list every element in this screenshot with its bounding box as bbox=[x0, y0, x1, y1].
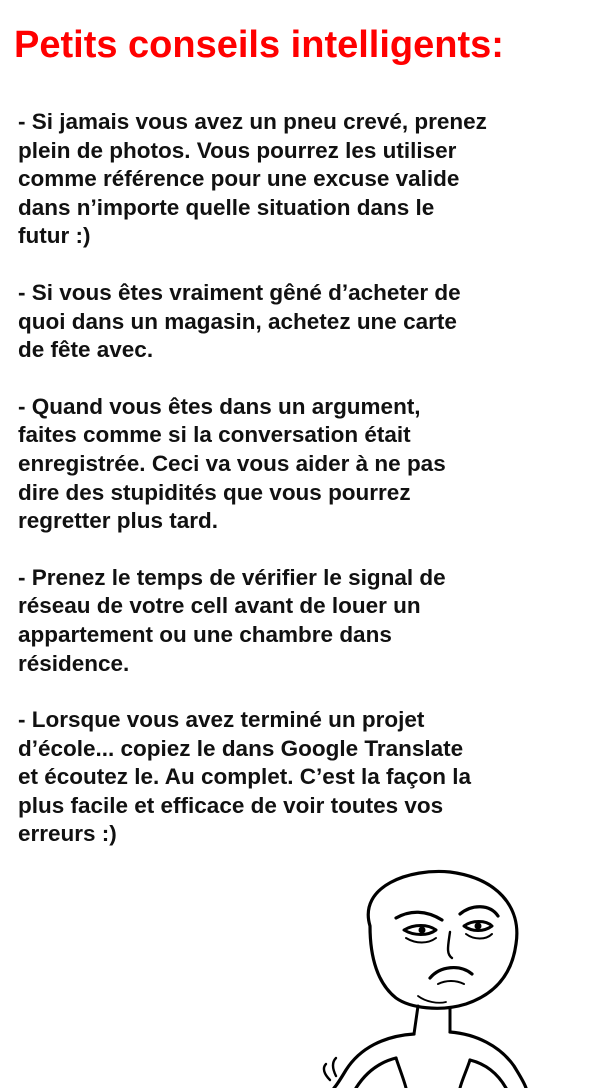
tip-item bbox=[18, 279, 594, 365]
tip-line: résidence. bbox=[18, 650, 130, 676]
tip-line: - Prenez le temps de vérifier le signal de bbox=[18, 564, 446, 590]
page-title: Petits conseils intelligents: bbox=[14, 24, 504, 66]
tip-line: et écoutez le. Au complet. C’est la façon la bbox=[18, 764, 472, 790]
face-nose bbox=[448, 932, 452, 958]
tip-line: plus facile et efficace de voir toutes vos bbox=[18, 792, 444, 818]
figure-neck bbox=[414, 1006, 418, 1034]
figure-torso bbox=[396, 1058, 406, 1088]
tip-line: dans n’importe quelle situation dans le bbox=[18, 194, 435, 220]
tip-line: de fête avec. bbox=[18, 337, 154, 363]
tip-item bbox=[18, 108, 594, 251]
tip-line: - Si vous êtes vraiment gêné d’acheter de bbox=[18, 279, 461, 305]
tip-line: comme référence pour une excuse valide bbox=[18, 166, 460, 192]
tip-item bbox=[18, 393, 594, 536]
face-right-eyebrow bbox=[460, 907, 498, 916]
tip-item bbox=[18, 564, 594, 678]
tips-list bbox=[18, 108, 594, 877]
tip-line: quoi dans un magasin, achetez une carte bbox=[18, 308, 457, 334]
tip-line: réseau de votre cell avant de louer un bbox=[18, 593, 421, 619]
tip-line: erreurs :) bbox=[18, 821, 117, 847]
tip-line: - Si jamais vous avez un pneu crevé, prenez bbox=[18, 109, 487, 134]
tip-line: dire des stupidités que vous pourrez bbox=[18, 479, 411, 505]
tip-line: - Lorsque vous avez terminé un projet bbox=[18, 707, 425, 733]
tip-line: d’école... copiez le dans Google Translate bbox=[18, 735, 464, 761]
rage-face-challenge-accepted-icon bbox=[300, 866, 560, 1088]
tip-line: - Quand vous êtes dans un argument, bbox=[18, 393, 421, 419]
tip-line: plein de photos. Vous pourrez les utiliser bbox=[18, 137, 457, 163]
face-mouth bbox=[430, 968, 472, 978]
tip-item bbox=[18, 706, 594, 849]
tip-line: futur :) bbox=[18, 223, 91, 249]
face-left-eyebrow bbox=[396, 912, 442, 920]
tip-line: enregistrée. Ceci va vous aider à ne pas bbox=[18, 450, 446, 476]
face-head-outline bbox=[368, 871, 517, 1008]
tip-line: faites comme si la conversation était bbox=[18, 422, 411, 448]
tip-line: regretter plus tard. bbox=[18, 508, 219, 534]
tip-line: appartement ou une chambre dans bbox=[18, 621, 392, 647]
